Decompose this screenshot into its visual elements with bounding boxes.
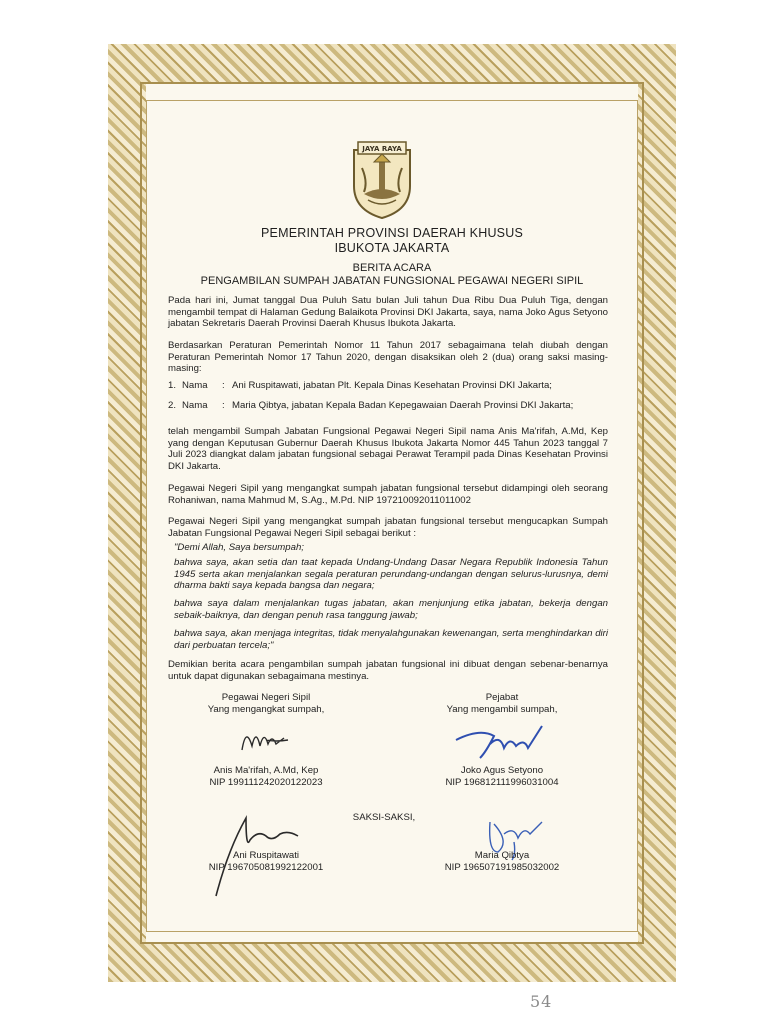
witness-number: 2. <box>168 400 177 411</box>
gov-line1: PEMERINTAH PROVINSI DAERAH KHUSUS <box>261 226 523 240</box>
doc-line2: PENGAMBILAN SUMPAH JABATAN FUNGSIONAL PEGAWAI NEGERI SIPIL <box>200 275 584 287</box>
page-number: 54 <box>530 992 553 1011</box>
signatory-right-title <box>402 692 602 716</box>
jakarta-emblem-icon <box>350 138 414 220</box>
left-signatory-nip: NIP 199111242020122023 <box>209 777 323 788</box>
paragraph-appointment: telah mengambil Sumpah Jabatan Fungsional Pegawai Negeri Sipil nama Anis Ma'rifah, A.Md, Kep yang dengan Keputusan Gubernur Daerah Khusus Ibukota Jakarta Nomor 445 Tahun 2023 tanggal 7 Juli 2023 diangkat dalam jabatan fungsional sebagai Perawat Terampil pada Dinas Kesehatan Provinsi DKI Jakarta. <box>168 426 608 472</box>
witness-label: Nama <box>182 400 208 411</box>
paragraph-opening: Pada hari ini, Jumat tanggal Dua Puluh Satu bulan Juli tahun Dua Ribu Dua Puluh Tiga, dengan mengambil tempat di Halaman Gedung Balaikota Provinsi DKI Jakarta, saya, nama Joko Agus Setyono jabatan Sekretaris Daerah Provinsi Daerah Khusus Ibukota Jakarta. <box>168 295 608 330</box>
left-signatory-name: Anis Ma'rifah, A.Md, Kep <box>213 765 319 776</box>
witness-2-identity <box>402 850 602 874</box>
witness-2-nip: NIP 196507191985032002 <box>444 862 560 873</box>
government-heading <box>160 226 624 256</box>
oath-line-2: bahwa saya, akan setia dan taat kepada Undang-Undang Dasar Negara Republik Indonesia Tahun 1945 serta akan menjalankan segala peraturan perundang-undangan dengan selurus-lurusnya, demi dharma bakti saya kepada bangsa dan negara; <box>174 557 608 592</box>
paragraph-legal-basis: Berdasarkan Peraturan Pemerintah Nomor 11 Tahun 2017 sebagaimana telah diubah dengan Peraturan Pemerintah Nomor 17 Tahun 2020, dengan disaksikan oleh 2 (dua) orang saksi masing-masing: <box>168 340 608 375</box>
left-title-line1: Pegawai Negeri Sipil <box>221 692 311 703</box>
paragraph-clergy: Pegawai Negeri Sipil yang mengangkat sumpah jabatan fungsional tersebut didampingi oleh seorang Rohaniwan, nama Mahmud M, S.Ag., M.Pd. NIP 197210092011011002 <box>168 483 608 506</box>
witness-text: Maria Qibtya, jabatan Kepala Badan Kepegawaian Daerah Provinsi DKI Jakarta; <box>232 400 574 411</box>
signature-left <box>236 720 296 760</box>
witness-label: Nama <box>182 380 208 391</box>
signatory-left-title <box>166 692 366 716</box>
right-title-line2: Yang mengambil sumpah, <box>446 704 558 715</box>
oath-line-1: "Demi Allah, Saya bersumpah; <box>174 542 304 553</box>
right-signatory-nip: NIP 196812111996031004 <box>445 777 559 788</box>
witness-1-nip: NIP 196705081992122001 <box>208 862 324 873</box>
witness-text: Ani Ruspitawati, jabatan Plt. Kepala Dinas Kesehatan Provinsi DKI Jakarta; <box>232 380 552 391</box>
document-title <box>160 262 624 288</box>
gov-line2: IBUKOTA JAKARTA <box>334 241 450 255</box>
oath-line-4: bahwa saya, akan menjaga integritas, tidak menyalahgunakan kewenangan, serta menghindarkan diri dari perbuatan tercela;" <box>174 628 608 651</box>
witness-colon: : <box>222 380 225 391</box>
witness-number: 1. <box>168 380 177 391</box>
right-title-line1: Pejabat <box>485 692 519 703</box>
emblem-motto: JAYA RAYA <box>362 145 402 153</box>
witness-colon: : <box>222 400 225 411</box>
signature-right <box>450 718 550 768</box>
left-title-line2: Yang mengangkat sumpah, <box>207 704 325 715</box>
oath-line-3: bahwa saya dalam menjalankan tugas jabatan, akan menjunjung etika jabatan, bekerja dengan sebaik-baiknya, dan dengan penuh rasa tanggung jawab; <box>174 598 608 621</box>
witness-1-identity <box>166 850 366 874</box>
paragraph-oath-intro: Pegawai Negeri Sipil yang mengangkat sumpah jabatan fungsional tersebut mengucapkan Sumpah Jabatan Fungsional Pegawai Negeri Sipil sebagai berikut : <box>168 516 608 539</box>
paragraph-closing: Demikian berita acara pengambilan sumpah jabatan fungsional ini dibuat dengan sebenar-benarnya untuk dapat digunakan sebagaimana mestinya. <box>168 659 608 682</box>
right-signatory-name: Joko Agus Setyono <box>460 765 544 776</box>
doc-line1: BERITA ACARA <box>352 262 432 274</box>
witness-2-name: Maria Qibtya <box>474 850 530 861</box>
witnesses-heading: SAKSI-SAKSI, <box>352 812 416 823</box>
signatory-right-identity <box>402 765 602 789</box>
witness-1-name: Ani Ruspitawati <box>232 850 300 861</box>
signatory-left-identity <box>166 765 366 789</box>
